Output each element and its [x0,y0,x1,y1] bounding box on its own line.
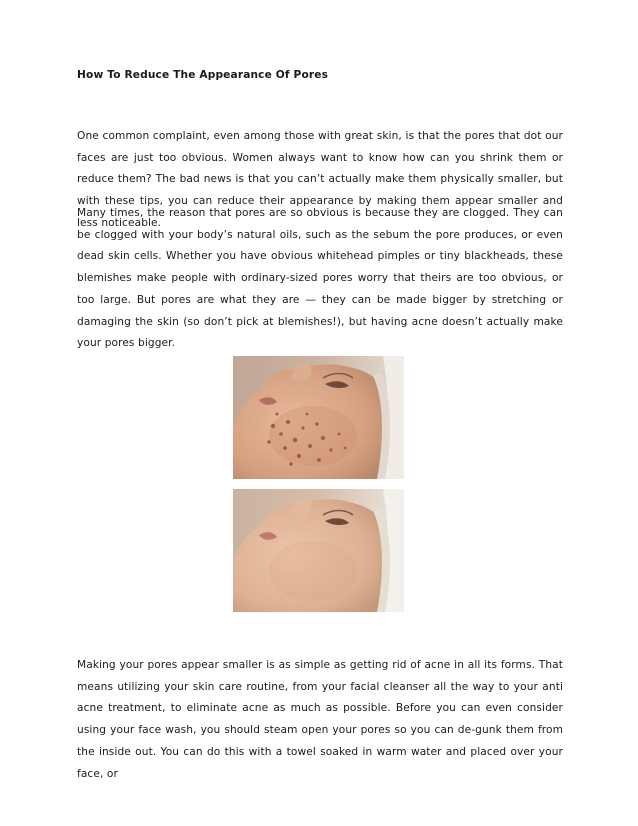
article-title: How To Reduce The Appearance Of Pores [77,69,329,81]
face-with-acne-photo [233,356,404,479]
face-clear-skin-photo [233,489,404,612]
paragraph-intro: One common complaint, even among those with great skin, is that the pores that dot our faces are just too obvious. Women always want to know how can you shrink them or reduce them? The bad news is that you can’t actually make them physically smaller, but with these tips, you can reduce their appearance by making them appear smaller and less noticeable. [77,130,563,229]
paragraph-clogged-pores: Many times, the reason that pores are so obvious is because they are clogged. They can be clogged with your body’s natural oils, such as the sebum the pore produces, or even dead skin cells. Whether you have obvious whitehead pimples or tiny blackheads, these blemishes make people with ordinary-sized pores worry that theirs are too obvious, or too large. But pores are what they are — they can be made bigger by stretching or damaging the skin (so don’t pick at blemishes!), but having acne doesn’t actually make your pores bigger. [77,207,563,350]
paragraph-remove-acne: Making your pores appear smaller is as simple as getting rid of acne in all its forms. That means utilizing your skin care routine, from your facial cleanser all the way to your anti acne treatment, to eliminate acne as much as possible. Before you can even consider using your face wash, you should steam open your pores so you can de-gunk them from the inside out. You can do this with a towel soaked in warm water and placed over your face, or [77,659,563,780]
